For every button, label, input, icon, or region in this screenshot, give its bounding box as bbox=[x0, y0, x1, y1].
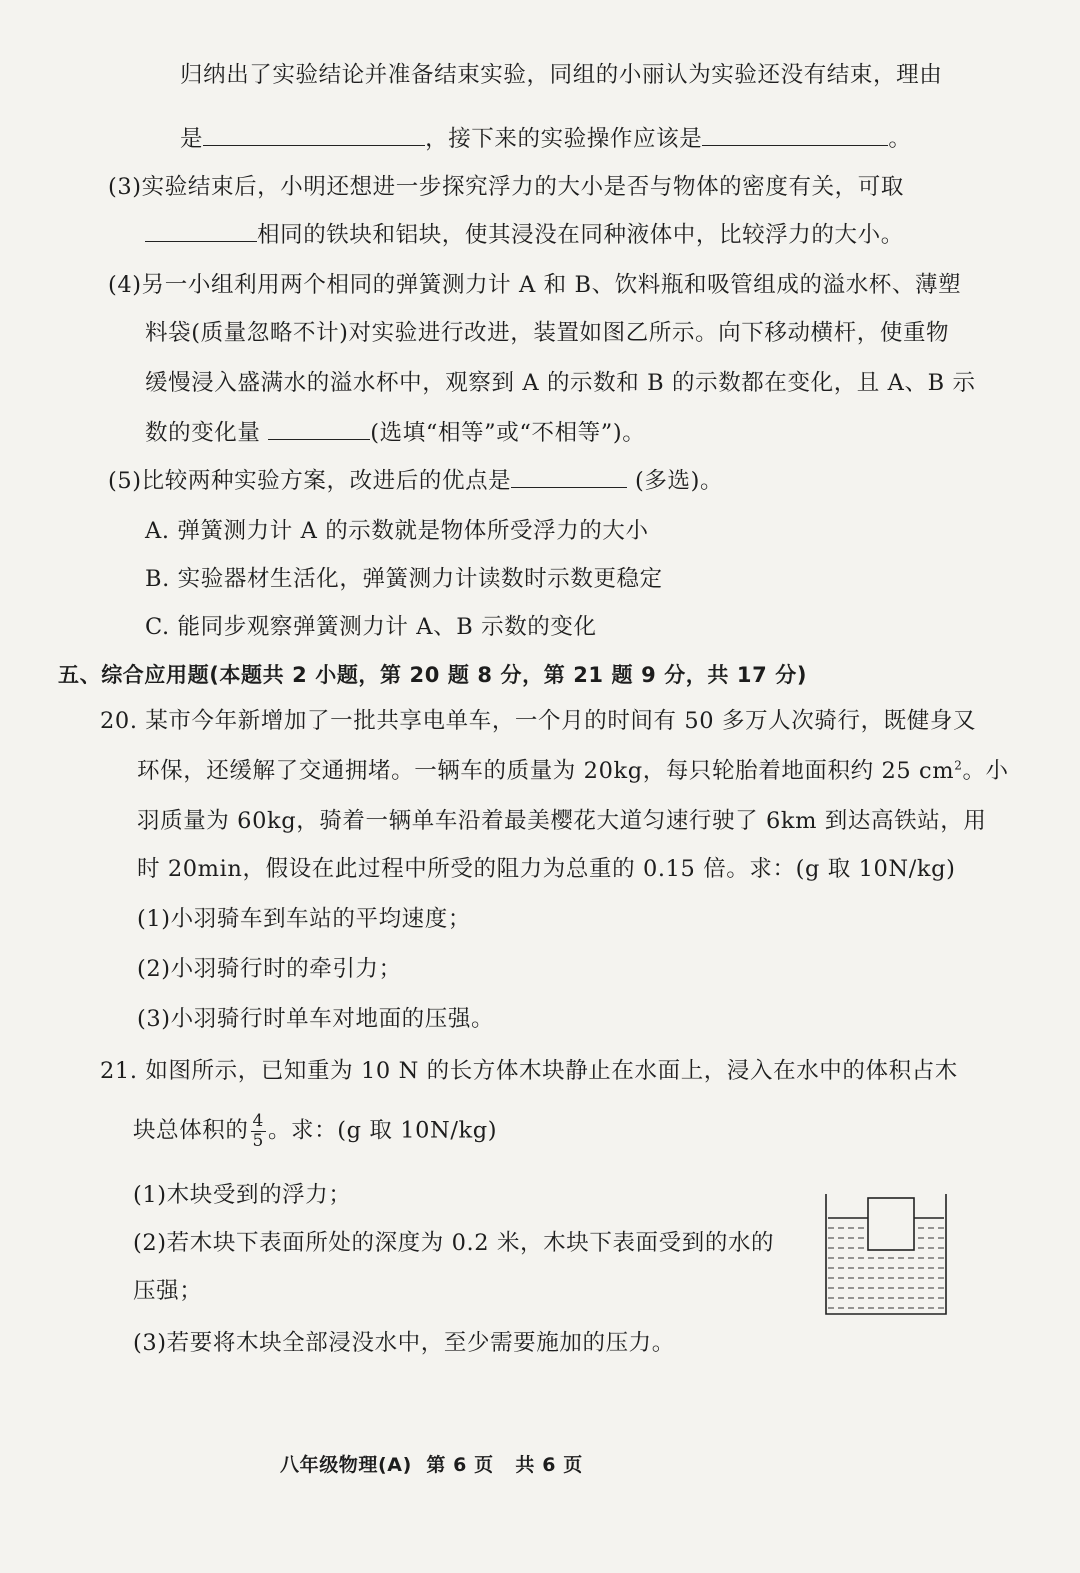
q21-sub3: (3)若要将木块全部浸没水中，至少需要施加的压力。 bbox=[133, 1330, 675, 1356]
section-heading: 五、综合应用题(本题共 2 小题，第 20 题 8 分，第 21 题 9 分，共 17 分) bbox=[58, 663, 808, 687]
q21-sub2-line2: 压强； bbox=[133, 1278, 203, 1304]
q21-sub1: (1)木块受到的浮力； bbox=[133, 1182, 352, 1208]
q19-3-line2-suffix: 相同的铁块和铝块，使其浸没在同种液体中，比较浮力的大小。 bbox=[257, 222, 904, 248]
q19-5-line1-suffix: (多选)。 bbox=[635, 468, 724, 494]
fraction-numerator: 4 bbox=[252, 1111, 264, 1131]
floating-block-figure bbox=[818, 1188, 954, 1320]
wooden-block bbox=[868, 1198, 914, 1250]
footer-total-pages: 共 6 页 bbox=[515, 1454, 583, 1476]
q21-line2 bbox=[133, 1112, 497, 1151]
answer-blank-next-step bbox=[702, 144, 888, 146]
q19-4-line4-prefix: 数的变化量 bbox=[145, 420, 261, 446]
q20-sub1: (1)小羽骑车到车站的平均速度； bbox=[137, 906, 471, 932]
fraction-four-fifths bbox=[251, 1112, 266, 1151]
q19-cont-line1: 归纳出了实验结论并准备结束实验，同组的小丽认为实验还没有结束，理由 bbox=[180, 62, 943, 88]
q20-line3: 羽质量为 60kg，骑着一辆单车沿着最美樱花大道匀速行驶了 6km 到达高铁站，用 bbox=[137, 808, 987, 834]
q19-5-option-c: C. 能同步观察弹簧测力计 A、B 示数的变化 bbox=[145, 614, 597, 640]
q21-sub2-line1: (2)若木块下表面所处的深度为 0.2 米，木块下表面受到的水的 bbox=[133, 1230, 775, 1256]
q20-sub2: (2)小羽骑行时的牵引力； bbox=[137, 956, 402, 982]
answer-blank-same-property bbox=[145, 240, 257, 242]
q19-5-line1-prefix: (5)比较两种实验方案，改进后的优点是 bbox=[108, 468, 512, 494]
q20-line2-prefix: 环保，还缓解了交通拥堵。一辆车的质量为 20kg，每只轮胎着地面积约 25 cm bbox=[137, 758, 955, 784]
q19-cont-line2-end: 。 bbox=[888, 126, 912, 152]
q20-line2 bbox=[137, 756, 1009, 786]
footer-subject: 八年级物理(A) bbox=[280, 1454, 412, 1476]
q19-cont-line2-mid: ，接下来的实验操作应该是 bbox=[425, 126, 703, 152]
answer-blank-equal bbox=[268, 438, 370, 440]
q19-5-line1 bbox=[108, 466, 723, 496]
q20-line4: 时 20min，假设在此过程中所受的阻力为总重的 0.15 倍。求：(g 取 10N/kg) bbox=[137, 856, 956, 882]
answer-blank-reason bbox=[203, 144, 425, 146]
page-footer bbox=[280, 1450, 583, 1480]
q19-cont-line2-prefix: 是 bbox=[180, 126, 204, 152]
answer-blank-advantages bbox=[511, 486, 627, 488]
footer-page-number: 第 6 页 bbox=[426, 1454, 494, 1476]
q20-line2-sup: 2 bbox=[954, 758, 963, 773]
q19-5-option-a: A. 弹簧测力计 A 的示数就是物体所受浮力的大小 bbox=[145, 518, 649, 544]
q21-line2-prefix: 块总体积的 bbox=[133, 1117, 249, 1144]
q20-line2-suffix: 。小 bbox=[962, 758, 1009, 784]
q19-4-line3: 缓慢浸入盛满水的溢水杯中，观察到 A 的示数和 B 的示数都在变化，且 A、B 示 bbox=[145, 370, 976, 396]
q19-3-line2 bbox=[145, 220, 904, 250]
q20-sub3: (3)小羽骑行时单车对地面的压强。 bbox=[137, 1006, 495, 1032]
q20-line1: 20. 某市今年新增加了一批共享电单车，一个月的时间有 50 多万人次骑行，既健身又 bbox=[100, 708, 977, 734]
q19-5-option-b: B. 实验器材生活化，弹簧测力计读数时示数更稳定 bbox=[145, 566, 663, 592]
q21-line2-suffix: 。求：(g 取 10N/kg) bbox=[267, 1117, 498, 1144]
q19-4-line1: (4)另一小组利用两个相同的弹簧测力计 A 和 B、饮料瓶和吸管组成的溢水杯、薄塑 bbox=[108, 272, 962, 298]
fraction-denominator: 5 bbox=[252, 1131, 264, 1151]
q21-line1: 21. 如图所示，已知重为 10 N 的长方体木块静止在水面上，浸入在水中的体积占木 bbox=[100, 1058, 958, 1084]
q19-4-line4 bbox=[145, 418, 645, 448]
q19-3-line1: (3)实验结束后，小明还想进一步探究浮力的大小是否与物体的密度有关，可取 bbox=[108, 174, 904, 200]
q19-4-line2: 料袋(质量忽略不计)对实验进行改进，装置如图乙所示。向下移动横杆，使重物 bbox=[145, 320, 950, 346]
q19-4-line4-suffix: (选填“相等”或“不相等”)。 bbox=[370, 420, 646, 446]
q19-cont-line2 bbox=[180, 124, 911, 154]
